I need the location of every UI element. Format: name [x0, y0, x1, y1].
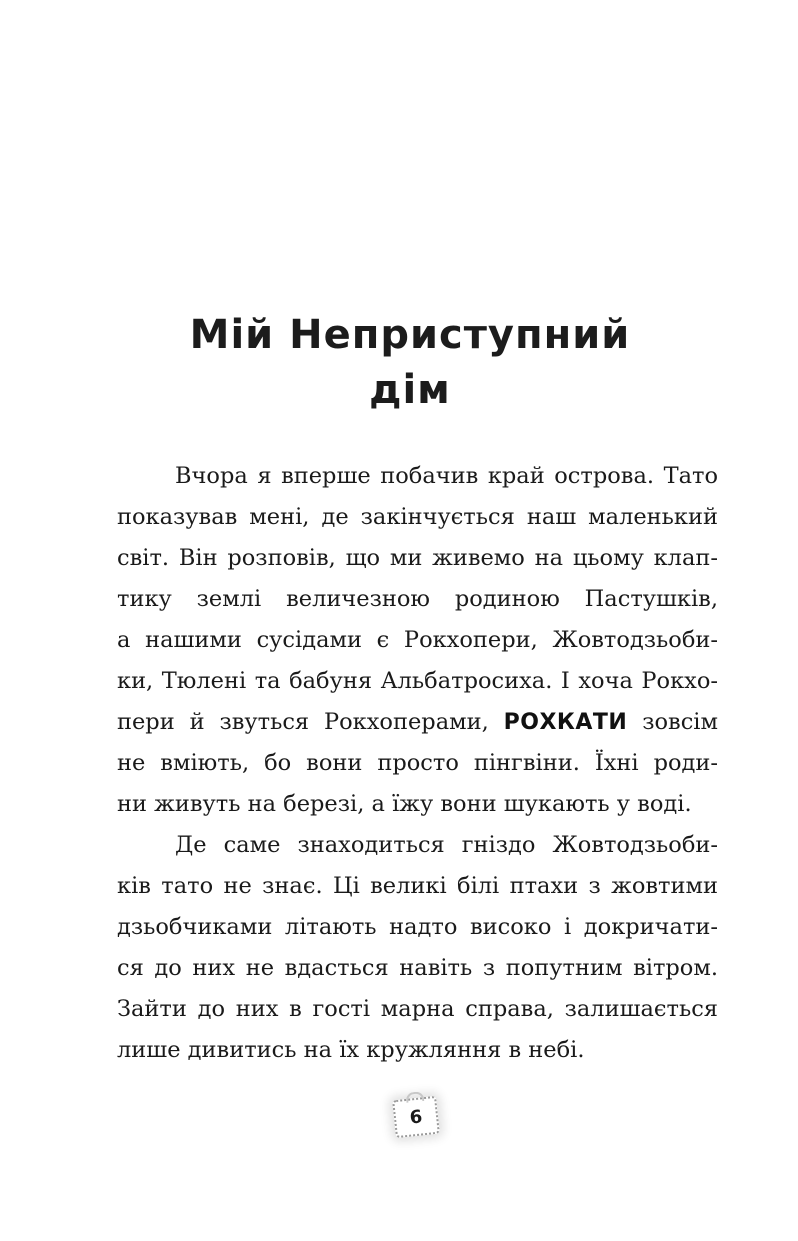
paragraph-2-line-4: ся до них не вдасться навіть з попутним вітром. [117, 955, 718, 981]
paragraph-2-line-2: ків тато не знає. Ці великі білі птахи з жовтими [117, 873, 718, 899]
page-number: 6 [408, 1105, 424, 1129]
paragraph-1-line-3: світ. Він розповів, що ми живемо на цьому клап- [117, 545, 718, 571]
chapter-body [117, 456, 718, 1071]
torn-paper-tag-icon [392, 1096, 440, 1138]
paragraph-2-line-6: лише дивитись на їх кружляння в небі. [117, 1037, 585, 1063]
paragraph-1-line-6: ки, Тюлені та бабуня Альбатросиха. І хоча Рокхо- [117, 668, 718, 694]
paragraph-1-line-1: Вчора я вперше побачив край острова. Тато [175, 463, 718, 489]
chapter-title-line-2: дім [369, 367, 451, 413]
paragraph-1-line-5: а нашими сусідами є Рокхопери, Жовтодзьоби- [117, 627, 718, 653]
paragraph-1-line-4: тику землі величезною родиною Пастушків, [117, 586, 718, 612]
paragraph-1-line-2: показував мені, де закінчується наш маленький [117, 504, 718, 530]
emphasized-word: РОХКАТИ [503, 710, 628, 735]
paragraph-1-line-7 [117, 702, 718, 743]
chapter-title-line-1: Мій Неприступний [189, 312, 631, 358]
line-7-before: пери й звуться Рокхоперами, [117, 709, 504, 735]
paragraph-2-line-1: Де саме знаходиться гніздо Жовтодзьоби- [175, 832, 718, 858]
paragraph-1-line-8: не вміють, бо вони просто пінгвіни. Їхні роди- [117, 750, 718, 776]
line-7-after: зовсім [627, 709, 718, 735]
paragraph-2-line-3: дзьобчиками літають надто високо і докричати- [117, 914, 718, 940]
chapter-title [0, 308, 798, 418]
paragraph-1-line-9: ни живуть на березі, а їжу вони шукають у воді. [117, 791, 692, 817]
paragraph-2-line-5: Зайти до них в гості марна справа, залишається [117, 996, 718, 1022]
